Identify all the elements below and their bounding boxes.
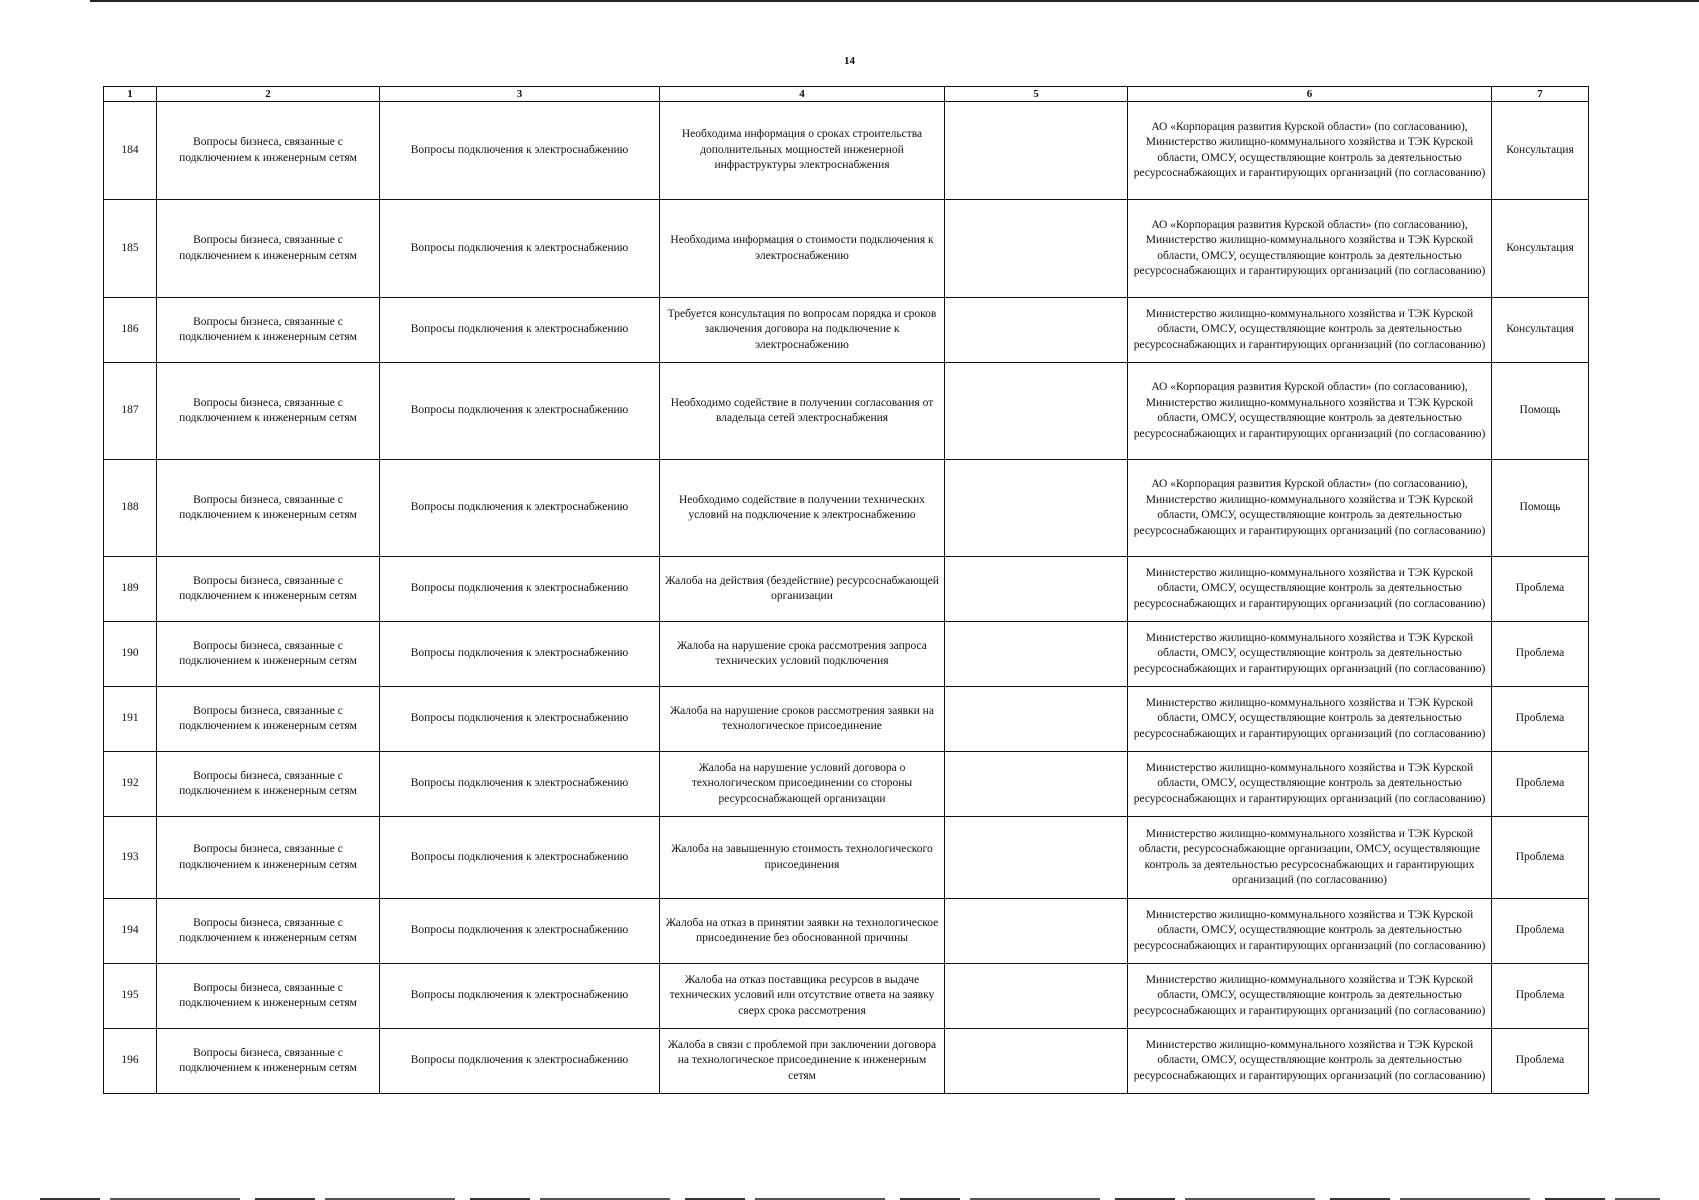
column-number-row bbox=[104, 87, 1589, 102]
appeal-type-cell: Проблема bbox=[1492, 752, 1589, 817]
responsible-cell: АО «Корпорация развития Курской области» (по согласованию), Министерство жилищно-коммунального хозяйства и ТЭК Курской области, ОМСУ, осуществляющие контроль за деятельностью ресурсоснабжающих и гарантирующих организаций (по согласованию) bbox=[1128, 363, 1492, 460]
row-number-cell: 186 bbox=[104, 298, 157, 363]
topic-cell: Вопросы подключения к электроснабжению bbox=[380, 899, 660, 964]
table-row bbox=[104, 363, 1589, 460]
column-header: 6 bbox=[1128, 87, 1492, 102]
table-row bbox=[104, 752, 1589, 817]
row-number-cell: 192 bbox=[104, 752, 157, 817]
row-number-cell: 187 bbox=[104, 363, 157, 460]
responsible-cell: Министерство жилищно-коммунального хозяйства и ТЭК Курской области, ОМСУ, осуществляющие контроль за деятельностью ресурсоснабжающих и гарантирующих организаций (по согласованию) bbox=[1128, 899, 1492, 964]
responsible-cell: Министерство жилищно-коммунального хозяйства и ТЭК Курской области, ОМСУ, осуществляющие контроль за деятельностью ресурсоснабжающих и гарантирующих организаций (по согласованию) bbox=[1128, 622, 1492, 687]
row-number-cell: 185 bbox=[104, 200, 157, 298]
empty-cell bbox=[945, 817, 1128, 899]
empty-cell bbox=[945, 687, 1128, 752]
table-row bbox=[104, 1029, 1589, 1094]
responsible-cell: Министерство жилищно-коммунального хозяйства и ТЭК Курской области, ОМСУ, осуществляющие контроль за деятельностью ресурсоснабжающих и гарантирующих организаций (по согласованию) bbox=[1128, 298, 1492, 363]
topic-cell: Вопросы подключения к электроснабжению bbox=[380, 622, 660, 687]
category-cell: Вопросы бизнеса, связанные с подключением к инженерным сетям bbox=[157, 687, 380, 752]
row-number-cell: 184 bbox=[104, 102, 157, 200]
topic-cell: Вопросы подключения к электроснабжению bbox=[380, 460, 660, 557]
category-cell: Вопросы бизнеса, связанные с подключением к инженерным сетям bbox=[157, 298, 380, 363]
appeal-type-cell: Проблема bbox=[1492, 1029, 1589, 1094]
appeal-type-cell: Консультация bbox=[1492, 200, 1589, 298]
column-header: 3 bbox=[380, 87, 660, 102]
description-cell: Необходимо содействие в получении согласования от владельца сетей электроснабжения bbox=[660, 363, 945, 460]
empty-cell bbox=[945, 102, 1128, 200]
topic-cell: Вопросы подключения к электроснабжению bbox=[380, 1029, 660, 1094]
category-cell: Вопросы бизнеса, связанные с подключением к инженерным сетям bbox=[157, 817, 380, 899]
appeal-type-cell: Проблема bbox=[1492, 817, 1589, 899]
description-cell: Жалоба на действия (бездействие) ресурсоснабжающей организации bbox=[660, 557, 945, 622]
responsible-cell: Министерство жилищно-коммунального хозяйства и ТЭК Курской области, ОМСУ, осуществляющие контроль за деятельностью ресурсоснабжающих и гарантирующих организаций (по согласованию) bbox=[1128, 964, 1492, 1029]
empty-cell bbox=[945, 1029, 1128, 1094]
table-row bbox=[104, 102, 1589, 200]
empty-cell bbox=[945, 298, 1128, 363]
empty-cell bbox=[945, 200, 1128, 298]
column-header: 4 bbox=[660, 87, 945, 102]
table-row bbox=[104, 200, 1589, 298]
row-number-cell: 188 bbox=[104, 460, 157, 557]
category-cell: Вопросы бизнеса, связанные с подключением к инженерным сетям bbox=[157, 200, 380, 298]
empty-cell bbox=[945, 622, 1128, 687]
category-cell: Вопросы бизнеса, связанные с подключением к инженерным сетям bbox=[157, 622, 380, 687]
description-cell: Жалоба на завышенную стоимость технологического присоединения bbox=[660, 817, 945, 899]
description-cell: Жалоба на отказ поставщика ресурсов в выдаче технических условий или отсутствие ответа на заявку сверх срока рассмотрения bbox=[660, 964, 945, 1029]
category-cell: Вопросы бизнеса, связанные с подключением к инженерным сетям bbox=[157, 557, 380, 622]
empty-cell bbox=[945, 899, 1128, 964]
topic-cell: Вопросы подключения к электроснабжению bbox=[380, 102, 660, 200]
appeal-type-cell: Проблема bbox=[1492, 687, 1589, 752]
appeal-type-cell: Помощь bbox=[1492, 460, 1589, 557]
category-cell: Вопросы бизнеса, связанные с подключением к инженерным сетям bbox=[157, 363, 380, 460]
responsible-cell: Министерство жилищно-коммунального хозяйства и ТЭК Курской области, ресурсоснабжающие организации, ОМСУ, осуществляющие контроль за деятельностью ресурсоснабжающих и гарантирующих организаций (по согласованию) bbox=[1128, 817, 1492, 899]
appeal-type-cell: Проблема bbox=[1492, 964, 1589, 1029]
topic-cell: Вопросы подключения к электроснабжению bbox=[380, 298, 660, 363]
column-header: 7 bbox=[1492, 87, 1589, 102]
topic-cell: Вопросы подключения к электроснабжению bbox=[380, 200, 660, 298]
column-header: 1 bbox=[104, 87, 157, 102]
topic-cell: Вопросы подключения к электроснабжению bbox=[380, 363, 660, 460]
row-number-cell: 196 bbox=[104, 1029, 157, 1094]
appeal-type-cell: Помощь bbox=[1492, 363, 1589, 460]
table-row bbox=[104, 687, 1589, 752]
topic-cell: Вопросы подключения к электроснабжению bbox=[380, 964, 660, 1029]
responsible-cell: АО «Корпорация развития Курской области» (по согласованию), Министерство жилищно-коммунального хозяйства и ТЭК Курской области, ОМСУ, осуществляющие контроль за деятельностью ресурсоснабжающих и гарантирующих организаций (по согласованию) bbox=[1128, 460, 1492, 557]
row-number-cell: 189 bbox=[104, 557, 157, 622]
row-number-cell: 190 bbox=[104, 622, 157, 687]
appeal-type-cell: Консультация bbox=[1492, 298, 1589, 363]
responsible-cell: Министерство жилищно-коммунального хозяйства и ТЭК Курской области, ОМСУ, осуществляющие контроль за деятельностью ресурсоснабжающих и гарантирующих организаций (по согласованию) bbox=[1128, 1029, 1492, 1094]
appeal-type-cell: Консультация bbox=[1492, 102, 1589, 200]
table-body bbox=[104, 102, 1589, 1094]
column-header: 2 bbox=[157, 87, 380, 102]
category-cell: Вопросы бизнеса, связанные с подключением к инженерным сетям bbox=[157, 899, 380, 964]
category-cell: Вопросы бизнеса, связанные с подключением к инженерным сетям bbox=[157, 1029, 380, 1094]
table-row bbox=[104, 899, 1589, 964]
description-cell: Необходима информация о стоимости подключения к электроснабжению bbox=[660, 200, 945, 298]
table-row bbox=[104, 817, 1589, 899]
topic-cell: Вопросы подключения к электроснабжению bbox=[380, 752, 660, 817]
topic-cell: Вопросы подключения к электроснабжению bbox=[380, 817, 660, 899]
description-cell: Требуется консультация по вопросам порядка и сроков заключения договора на подключение к электроснабжению bbox=[660, 298, 945, 363]
responsible-cell: АО «Корпорация развития Курской области» (по согласованию), Министерство жилищно-коммунального хозяйства и ТЭК Курской области, ОМСУ, осуществляющие контроль за деятельностью ресурсоснабжающих и гарантирующих организаций (по согласованию) bbox=[1128, 102, 1492, 200]
table-row bbox=[104, 622, 1589, 687]
appeal-type-cell: Проблема bbox=[1492, 557, 1589, 622]
responsible-cell: Министерство жилищно-коммунального хозяйства и ТЭК Курской области, ОМСУ, осуществляющие контроль за деятельностью ресурсоснабжающих и гарантирующих организаций (по согласованию) bbox=[1128, 557, 1492, 622]
category-cell: Вопросы бизнеса, связанные с подключением к инженерным сетям bbox=[157, 964, 380, 1029]
appeal-type-cell: Проблема bbox=[1492, 622, 1589, 687]
row-number-cell: 191 bbox=[104, 687, 157, 752]
empty-cell bbox=[945, 964, 1128, 1029]
row-number-cell: 193 bbox=[104, 817, 157, 899]
empty-cell bbox=[945, 752, 1128, 817]
empty-cell bbox=[945, 363, 1128, 460]
description-cell: Жалоба на нарушение срока рассмотрения запроса технических условий подключения bbox=[660, 622, 945, 687]
category-cell: Вопросы бизнеса, связанные с подключением к инженерным сетям bbox=[157, 752, 380, 817]
scan-edge-top bbox=[90, 0, 1699, 2]
description-cell: Необходимо содействие в получении технических условий на подключение к электроснабжению bbox=[660, 460, 945, 557]
responsible-cell: Министерство жилищно-коммунального хозяйства и ТЭК Курской области, ОМСУ, осуществляющие контроль за деятельностью ресурсоснабжающих и гарантирующих организаций (по согласованию) bbox=[1128, 687, 1492, 752]
description-cell: Жалоба на нарушение условий договора о технологическом присоединении со стороны ресурсоснабжающей организации bbox=[660, 752, 945, 817]
appeal-type-cell: Проблема bbox=[1492, 899, 1589, 964]
empty-cell bbox=[945, 557, 1128, 622]
category-cell: Вопросы бизнеса, связанные с подключением к инженерным сетям bbox=[157, 102, 380, 200]
appeals-table bbox=[103, 86, 1589, 1094]
topic-cell: Вопросы подключения к электроснабжению bbox=[380, 687, 660, 752]
description-cell: Жалоба в связи с проблемой при заключении договора на технологическое присоединение к инженерным сетям bbox=[660, 1029, 945, 1094]
responsible-cell: АО «Корпорация развития Курской области» (по согласованию), Министерство жилищно-коммунального хозяйства и ТЭК Курской области, ОМСУ, осуществляющие контроль за деятельностью ресурсоснабжающих и гарантирующих организаций (по согласованию) bbox=[1128, 200, 1492, 298]
topic-cell: Вопросы подключения к электроснабжению bbox=[380, 557, 660, 622]
page-number: 14 bbox=[844, 55, 855, 67]
description-cell: Жалоба на нарушение сроков рассмотрения заявки на технологическое присоединение bbox=[660, 687, 945, 752]
category-cell: Вопросы бизнеса, связанные с подключением к инженерным сетям bbox=[157, 460, 380, 557]
responsible-cell: Министерство жилищно-коммунального хозяйства и ТЭК Курской области, ОМСУ, осуществляющие контроль за деятельностью ресурсоснабжающих и гарантирующих организаций (по согласованию) bbox=[1128, 752, 1492, 817]
table-row bbox=[104, 298, 1589, 363]
table-row bbox=[104, 557, 1589, 622]
column-header: 5 bbox=[945, 87, 1128, 102]
empty-cell bbox=[945, 460, 1128, 557]
table-row bbox=[104, 460, 1589, 557]
description-cell: Необходима информация о сроках строительства дополнительных мощностей инженерной инфраструктуры электроснабжения bbox=[660, 102, 945, 200]
row-number-cell: 195 bbox=[104, 964, 157, 1029]
row-number-cell: 194 bbox=[104, 899, 157, 964]
table-row bbox=[104, 964, 1589, 1029]
description-cell: Жалоба на отказ в принятии заявки на технологическое присоединение без обоснованной причины bbox=[660, 899, 945, 964]
